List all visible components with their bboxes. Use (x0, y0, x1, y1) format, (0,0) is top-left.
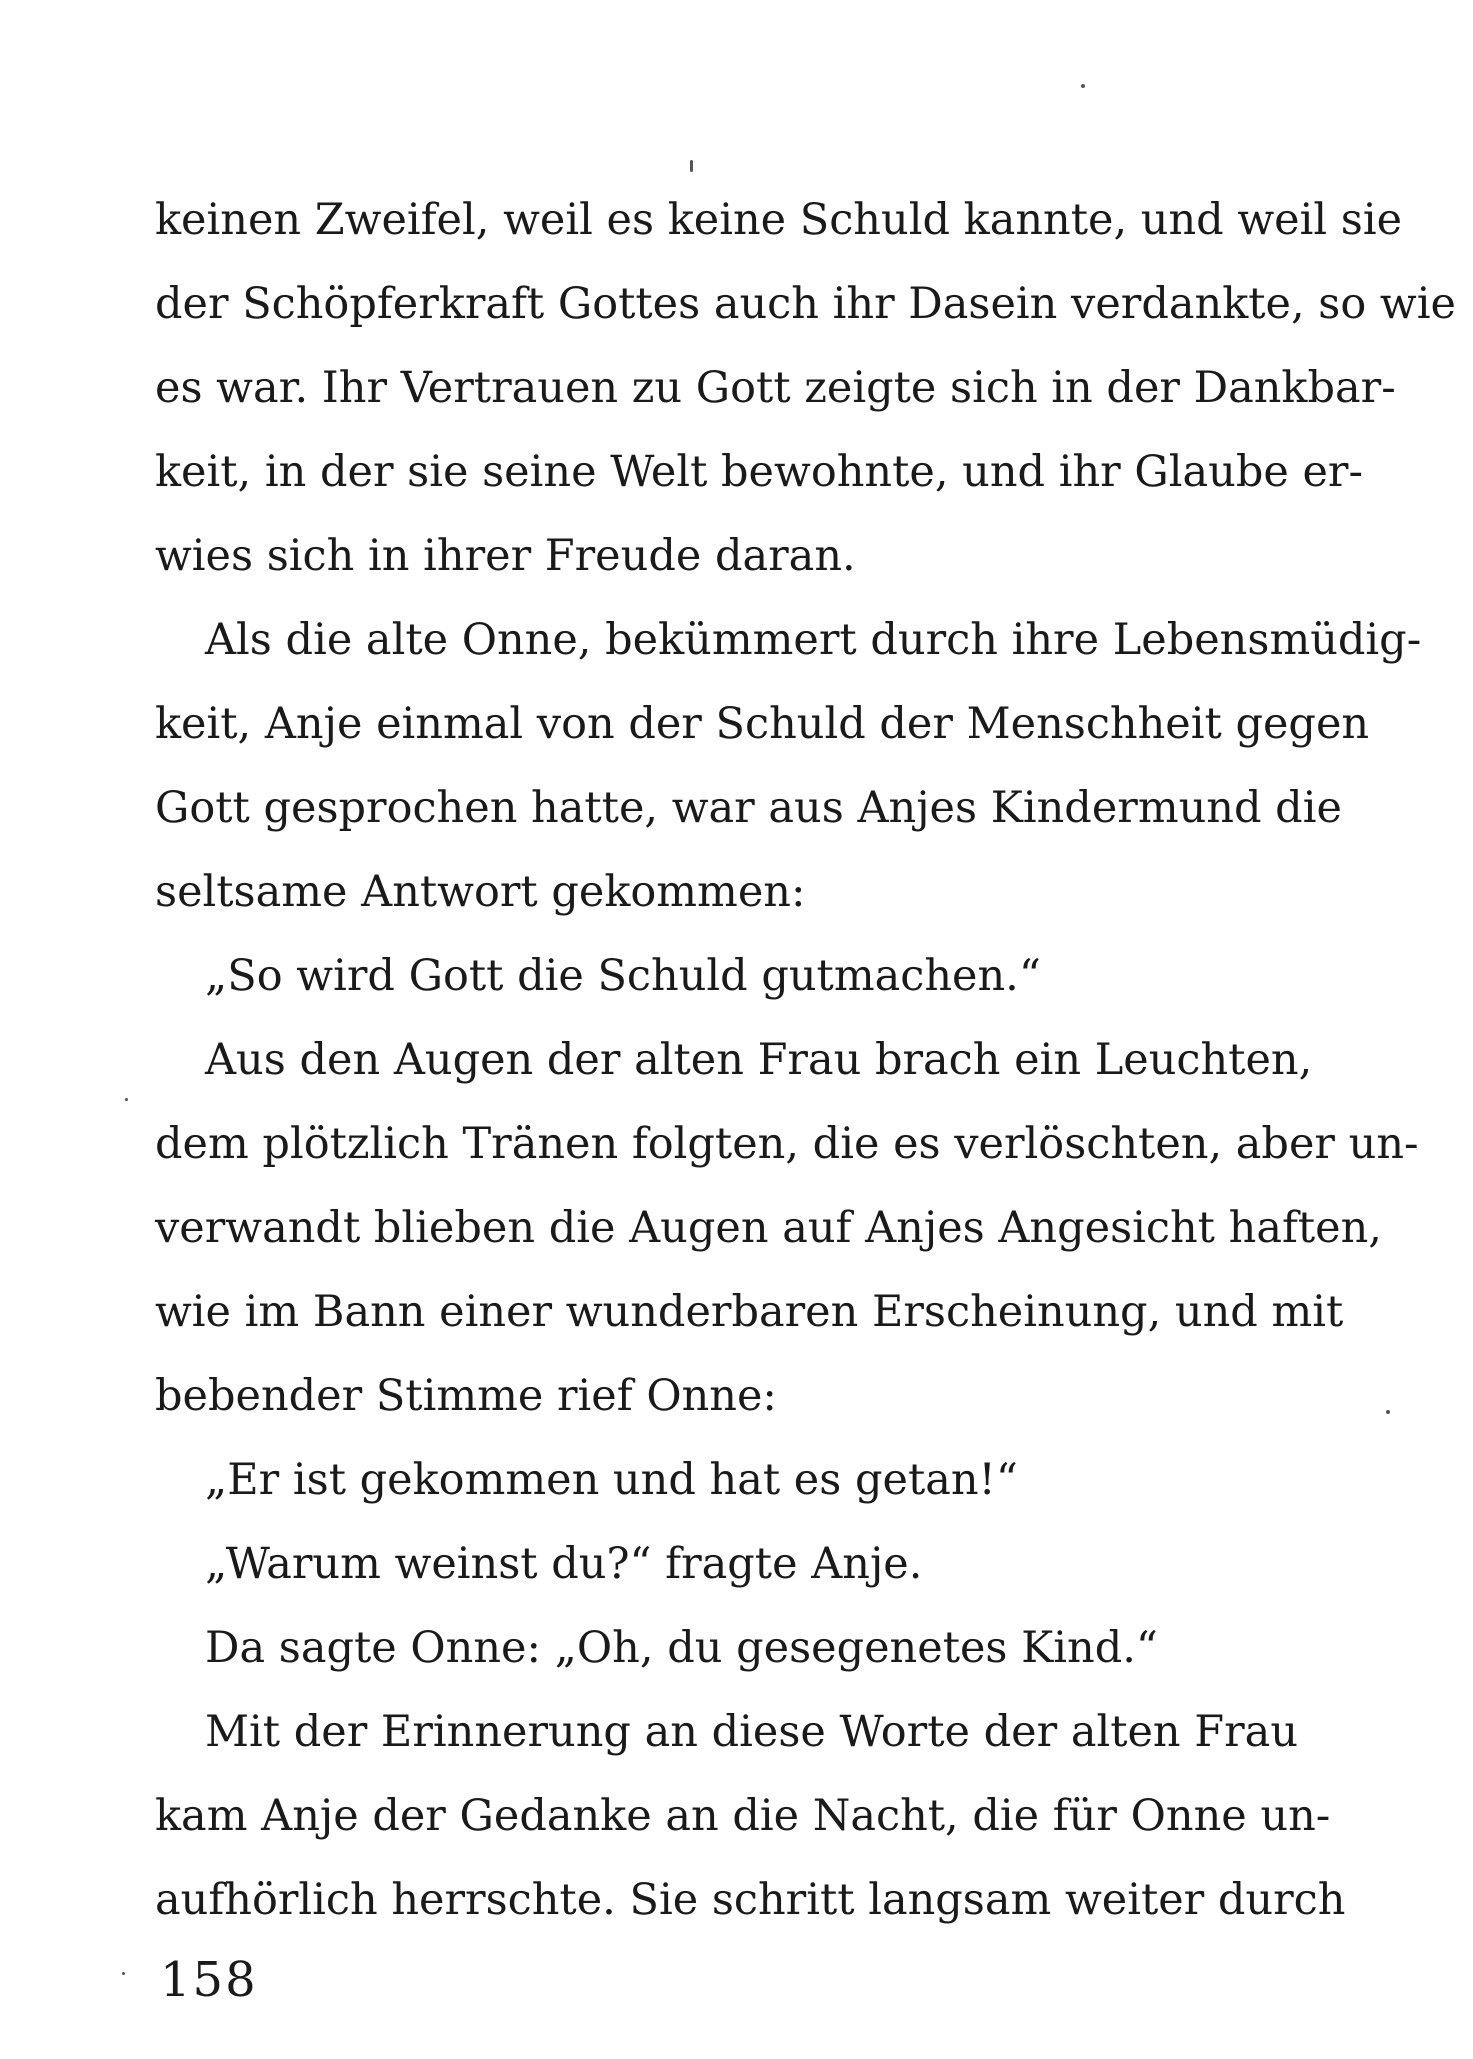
scan-speck (690, 160, 693, 172)
text-line-17: „Warum weinst du?“ fragte Anje. (205, 1539, 923, 1589)
text-line-18: Da sagte Onne: „Oh, du gesegenetes Kind.“ (205, 1623, 1158, 1673)
text-line-20: kam Anje der Gedanke an die Nacht, die für Onne un- (155, 1791, 1331, 1841)
text-line-8: Gott gesprochen hatte, war aus Anjes Kindermund die (155, 783, 1342, 833)
text-line-21: aufhörlich herrschte. Sie schritt langsam weiter durch (155, 1875, 1346, 1925)
text-line-12: dem plötzlich Tränen folgten, die es verlöschten, aber un- (155, 1119, 1419, 1169)
text-line-15: bebender Stimme rief Onne: (155, 1371, 777, 1421)
text-line-13: verwandt blieben die Augen auf Anjes Angesicht haften, (155, 1203, 1382, 1253)
scan-speck (122, 1972, 125, 1975)
text-line-1: keinen Zweifel, weil es keine Schuld kannte, und weil sie (155, 195, 1403, 245)
text-line-2: der Schöpferkraft Gottes auch ihr Dasein verdankte, so wie (155, 279, 1456, 329)
text-line-3: es war. Ihr Vertrauen zu Gott zeigte sich in der Dankbar- (155, 363, 1396, 413)
text-line-10: „So wird Gott die Schuld gutmachen.“ (205, 951, 1041, 1001)
text-line-19: Mit der Erinnerung an diese Worte der alten Frau (205, 1707, 1299, 1757)
text-line-7: keit, Anje einmal von der Schuld der Menschheit gegen (155, 699, 1370, 749)
text-line-5: wies sich in ihrer Freude daran. (155, 531, 856, 581)
text-line-14: wie im Bann einer wunderbaren Erscheinung, und mit (155, 1287, 1344, 1337)
text-line-6: Als die alte Onne, bekümmert durch ihre Lebensmüdig- (205, 615, 1422, 665)
page-number: 158 (160, 1952, 258, 2008)
text-line-9: seltsame Antwort gekommen: (155, 867, 806, 917)
text-line-11: Aus den Augen der alten Frau brach ein Leuchten, (205, 1035, 1313, 1085)
text-line-4: keit, in der sie seine Welt bewohnte, und ihr Glaube er- (155, 447, 1364, 497)
scan-speck (125, 1098, 128, 1101)
scan-speck (1386, 1410, 1390, 1414)
scan-speck (1081, 84, 1085, 88)
text-line-16: „Er ist gekommen und hat es getan!“ (205, 1455, 1018, 1505)
